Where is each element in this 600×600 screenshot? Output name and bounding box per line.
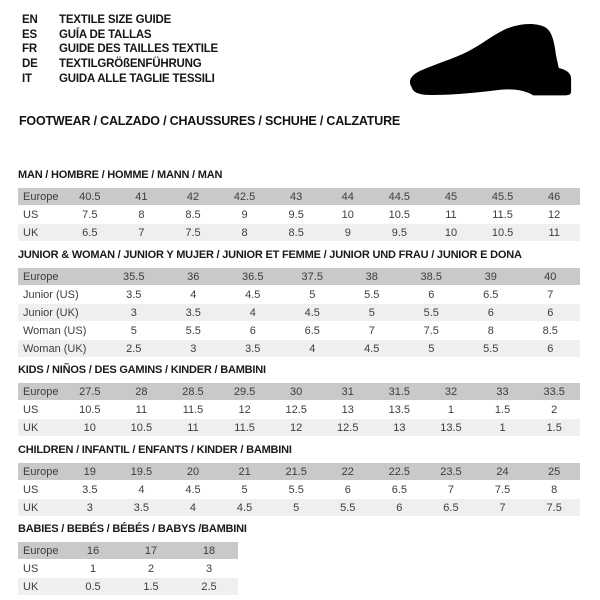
table-row — [18, 401, 580, 418]
size-value: 13.5 — [374, 401, 426, 418]
size-value: 11 — [425, 206, 477, 223]
size-value: 3.5 — [104, 286, 164, 303]
size-value: 8 — [528, 481, 580, 498]
size-value: 8 — [116, 206, 168, 223]
row-label: Europe — [18, 542, 64, 559]
row-label: UK — [18, 499, 64, 516]
category-title: FOOTWEAR / CALZADO / CHAUSSURES / SCHUHE / CALZATURE — [19, 114, 401, 128]
size-value: 6 — [521, 304, 581, 321]
size-value: 31.5 — [374, 383, 426, 400]
size-value: 16 — [64, 542, 122, 559]
language-code: ES — [22, 28, 37, 41]
language-title-list — [22, 13, 218, 86]
size-value: 39 — [461, 268, 521, 285]
size-value: 3.5 — [223, 340, 283, 357]
row-label: US — [18, 560, 64, 577]
size-value: 11.5 — [219, 419, 271, 436]
size-value: 8.5 — [521, 322, 581, 339]
size-value: 7 — [477, 499, 529, 516]
size-value: 13.5 — [425, 419, 477, 436]
size-value: 11.5 — [477, 206, 529, 223]
size-table-children — [18, 462, 580, 517]
size-value: 10.5 — [64, 401, 116, 418]
language-row — [22, 28, 218, 43]
size-value: 24 — [477, 463, 529, 480]
language-title: GUÍA DE TALLAS — [59, 28, 152, 41]
size-value: 12 — [270, 419, 322, 436]
size-table-kids — [18, 382, 580, 437]
size-value: 30 — [270, 383, 322, 400]
size-value: 12 — [528, 206, 580, 223]
row-label: Junior (US) — [18, 286, 104, 303]
size-value: 18 — [180, 542, 238, 559]
language-code: DE — [22, 58, 38, 71]
language-title: GUIDA ALLE TAGLIE TESSILI — [59, 72, 215, 85]
row-label: Junior (UK) — [18, 304, 104, 321]
table-row — [18, 419, 580, 436]
size-value: 6 — [374, 499, 426, 516]
size-value: 5.5 — [342, 286, 402, 303]
size-value: 40 — [521, 268, 581, 285]
row-label: UK — [18, 419, 64, 436]
size-value: 5.5 — [402, 304, 462, 321]
size-value: 10 — [64, 419, 116, 436]
table-row — [18, 481, 580, 498]
size-value: 11 — [528, 224, 580, 241]
section-title: KIDS / NIÑOS / DES GAMINS / KINDER / BAMBINI — [18, 364, 266, 376]
size-value: 5 — [270, 499, 322, 516]
size-value: 13 — [322, 401, 374, 418]
size-value: 10 — [425, 224, 477, 241]
size-table — [18, 267, 580, 358]
language-row — [22, 57, 218, 72]
table-row — [18, 188, 580, 205]
size-value: 21.5 — [270, 463, 322, 480]
section-title: JUNIOR & WOMAN / JUNIOR Y MUJER / JUNIOR ET FEMME / JUNIOR UND FRAU / JUNIOR E DONA — [18, 249, 522, 261]
table-row — [18, 206, 580, 223]
size-value: 4.5 — [223, 286, 283, 303]
language-code: IT — [22, 72, 32, 85]
size-value: 38 — [342, 268, 402, 285]
language-code: FR — [22, 43, 37, 56]
size-value: 20 — [167, 463, 219, 480]
size-value: 41 — [116, 188, 168, 205]
size-value: 28 — [116, 383, 168, 400]
size-value: 22.5 — [374, 463, 426, 480]
size-value: 5 — [283, 286, 343, 303]
size-value: 4 — [116, 481, 168, 498]
size-value: 40.5 — [64, 188, 116, 205]
size-value: 8 — [219, 224, 271, 241]
table-row — [18, 224, 580, 241]
size-value: 7.5 — [477, 481, 529, 498]
size-value: 5.5 — [270, 481, 322, 498]
table-row — [18, 286, 580, 303]
table-row — [18, 383, 580, 400]
size-value: 3.5 — [116, 499, 168, 516]
section-title: BABIES / BEBÉS / BÉBÉS / BABYS /BAMBINI — [18, 523, 247, 535]
size-value: 3.5 — [64, 481, 116, 498]
size-value: 6 — [461, 304, 521, 321]
size-value: 8.5 — [167, 206, 219, 223]
size-value: 25 — [528, 463, 580, 480]
size-value: 4 — [223, 304, 283, 321]
size-value: 3 — [180, 560, 238, 577]
size-value: 6 — [223, 322, 283, 339]
size-value: 36 — [164, 268, 224, 285]
section-man — [18, 169, 580, 242]
size-value: 1 — [425, 401, 477, 418]
size-value: 1.5 — [122, 578, 180, 595]
table-row — [18, 499, 580, 516]
size-value: 11 — [167, 419, 219, 436]
size-value: 2.5 — [104, 340, 164, 357]
row-label: Woman (US) — [18, 322, 104, 339]
size-value: 45.5 — [477, 188, 529, 205]
size-value: 1 — [64, 560, 122, 577]
size-value: 10.5 — [116, 419, 168, 436]
size-value: 28.5 — [167, 383, 219, 400]
size-value: 3 — [104, 304, 164, 321]
size-value: 6 — [402, 286, 462, 303]
size-value: 21 — [219, 463, 271, 480]
size-value: 45 — [425, 188, 477, 205]
size-value: 33.5 — [528, 383, 580, 400]
language-title: TEXTILE SIZE GUIDE — [59, 14, 172, 27]
table-row — [18, 542, 238, 559]
size-value: 9.5 — [270, 206, 322, 223]
size-value: 8 — [461, 322, 521, 339]
size-value: 12 — [219, 401, 271, 418]
row-label: Europe — [18, 383, 64, 400]
size-value: 37.5 — [283, 268, 343, 285]
size-value: 5 — [104, 322, 164, 339]
row-label: UK — [18, 578, 64, 595]
size-value: 6.5 — [283, 322, 343, 339]
table-row — [18, 578, 238, 595]
size-value: 6.5 — [374, 481, 426, 498]
size-value: 6 — [322, 481, 374, 498]
size-value: 4 — [164, 286, 224, 303]
size-value: 7 — [116, 224, 168, 241]
size-value: 9 — [322, 224, 374, 241]
size-value: 0.5 — [64, 578, 122, 595]
size-value: 29.5 — [219, 383, 271, 400]
size-value: 11 — [116, 401, 168, 418]
size-value: 7.5 — [528, 499, 580, 516]
size-value: 27.5 — [64, 383, 116, 400]
size-value: 5.5 — [322, 499, 374, 516]
size-value: 23.5 — [425, 463, 477, 480]
size-value: 36.5 — [223, 268, 283, 285]
size-value: 2 — [528, 401, 580, 418]
size-table — [18, 541, 238, 596]
size-table-man — [18, 187, 580, 242]
size-value: 44.5 — [374, 188, 426, 205]
size-value: 3.5 — [164, 304, 224, 321]
shoe-icon — [397, 17, 585, 105]
size-value: 38.5 — [402, 268, 462, 285]
size-value: 2 — [122, 560, 180, 577]
size-value: 5 — [219, 481, 271, 498]
size-value: 19 — [64, 463, 116, 480]
language-row — [22, 42, 218, 57]
row-label: US — [18, 401, 64, 418]
size-value: 6.5 — [64, 224, 116, 241]
size-value: 7.5 — [64, 206, 116, 223]
size-value: 5 — [402, 340, 462, 357]
size-value: 3 — [64, 499, 116, 516]
size-value: 4.5 — [342, 340, 402, 357]
size-value: 1.5 — [528, 419, 580, 436]
size-value: 7 — [521, 286, 581, 303]
row-label: Europe — [18, 463, 64, 480]
section-title: MAN / HOMBRE / HOMME / MANN / MAN — [18, 169, 223, 181]
size-value: 12.5 — [270, 401, 322, 418]
size-value: 17 — [122, 542, 180, 559]
size-value: 10 — [322, 206, 374, 223]
size-value: 32 — [425, 383, 477, 400]
size-value: 6 — [521, 340, 581, 357]
size-value: 4.5 — [167, 481, 219, 498]
size-value: 31 — [322, 383, 374, 400]
size-value: 7 — [425, 481, 477, 498]
size-table — [18, 462, 580, 517]
size-value: 1 — [477, 419, 529, 436]
section-babies — [18, 523, 247, 596]
size-value: 10.5 — [477, 224, 529, 241]
language-title: TEXTILGRÖßENFÜHRUNG — [59, 58, 202, 71]
size-table-babies — [18, 541, 247, 596]
size-value: 4 — [167, 499, 219, 516]
row-label: US — [18, 481, 64, 498]
size-value: 6.5 — [461, 286, 521, 303]
size-value: 11.5 — [167, 401, 219, 418]
size-value: 35.5 — [104, 268, 164, 285]
table-row — [18, 560, 238, 577]
size-value: 7.5 — [167, 224, 219, 241]
size-value: 9 — [219, 206, 271, 223]
size-value: 12.5 — [322, 419, 374, 436]
size-value: 22 — [322, 463, 374, 480]
table-row — [18, 304, 580, 321]
row-label: Europe — [18, 188, 64, 205]
size-value: 13 — [374, 419, 426, 436]
language-row — [22, 71, 218, 86]
size-value: 46 — [528, 188, 580, 205]
size-value: 6.5 — [425, 499, 477, 516]
size-value: 9.5 — [374, 224, 426, 241]
size-value: 5.5 — [164, 322, 224, 339]
section-junior-woman — [18, 249, 580, 358]
table-row — [18, 322, 580, 339]
size-value: 42 — [167, 188, 219, 205]
size-value: 43 — [270, 188, 322, 205]
size-value: 42.5 — [219, 188, 271, 205]
size-value: 3 — [164, 340, 224, 357]
size-value: 1.5 — [477, 401, 529, 418]
table-row — [18, 268, 580, 285]
size-value: 4.5 — [219, 499, 271, 516]
row-label: Woman (UK) — [18, 340, 104, 357]
size-value: 4.5 — [283, 304, 343, 321]
size-value: 5.5 — [461, 340, 521, 357]
size-value: 7 — [342, 322, 402, 339]
row-label: US — [18, 206, 64, 223]
size-table — [18, 382, 580, 437]
section-title: CHILDREN / INFANTIL / ENFANTS / KINDER / BAMBINI — [18, 444, 292, 456]
size-value: 4 — [283, 340, 343, 357]
size-value: 2.5 — [180, 578, 238, 595]
section-kids — [18, 364, 580, 437]
size-value: 8.5 — [270, 224, 322, 241]
table-row — [18, 463, 580, 480]
size-value: 19.5 — [116, 463, 168, 480]
row-label: Europe — [18, 268, 104, 285]
size-value: 44 — [322, 188, 374, 205]
language-title: GUIDE DES TAILLES TEXTILE — [59, 43, 218, 56]
size-table-junior-woman — [18, 267, 580, 358]
section-children — [18, 444, 580, 517]
row-label: UK — [18, 224, 64, 241]
size-table — [18, 187, 580, 242]
size-value: 5 — [342, 304, 402, 321]
size-value: 7.5 — [402, 322, 462, 339]
language-code: EN — [22, 14, 38, 27]
language-row — [22, 13, 218, 28]
size-value: 10.5 — [374, 206, 426, 223]
size-value: 33 — [477, 383, 529, 400]
table-row — [18, 340, 580, 357]
